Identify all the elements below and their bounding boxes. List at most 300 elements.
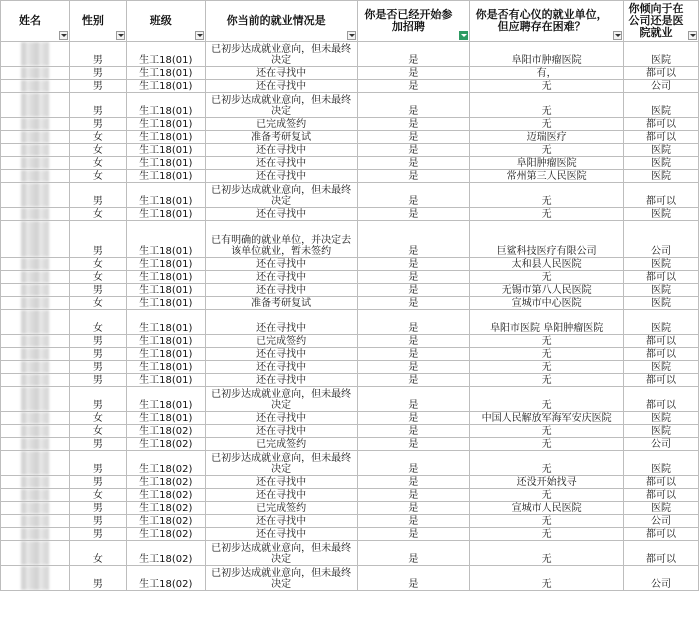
table-row [1,131,699,144]
cell-class[interactable]: 生工18(02) [126,541,205,566]
cell-preference[interactable]: 都可以 [624,67,699,80]
cell-target[interactable]: 宣城市人民医院 [470,502,624,515]
redacted-name-blur [21,374,49,386]
cell-name-redacted[interactable] [1,258,70,271]
cell-target[interactable]: 巨鲨科技医疗有限公司 [470,221,624,258]
cell-name-redacted[interactable] [1,425,70,438]
cell-name-redacted[interactable] [1,67,70,80]
cell-class[interactable]: 生工18(01) [126,335,205,348]
cell-status[interactable]: 还在寻找中 [205,489,357,502]
cell-target[interactable]: 无 [470,541,624,566]
cell-gender[interactable]: 男 [69,451,126,476]
cell-class[interactable]: 生工18(02) [126,476,205,489]
cell-status[interactable]: 还在寻找中 [205,374,357,387]
table-row [1,170,699,183]
cell-recruiting[interactable]: 是 [357,297,470,310]
cell-gender[interactable]: 男 [69,476,126,489]
cell-gender[interactable]: 男 [69,348,126,361]
cell-target[interactable]: 无 [470,387,624,412]
table-row [1,502,699,515]
cell-gender[interactable]: 男 [69,183,126,208]
cell-class[interactable]: 生工18(01) [126,93,205,118]
cell-status[interactable]: 还在寻找中 [205,144,357,157]
cell-class[interactable]: 生工18(02) [126,528,205,541]
cell-status[interactable]: 已完成签约 [205,438,357,451]
cell-class[interactable]: 生工18(01) [126,284,205,297]
cell-status[interactable]: 还在寻找中 [205,310,357,335]
redacted-name-blur [21,118,49,130]
cell-target[interactable]: 无锡市第八人民医院 [470,284,624,297]
cell-preference[interactable]: 医院 [624,208,699,221]
cell-recruiting[interactable]: 是 [357,67,470,80]
redacted-name-blur [21,67,49,79]
cell-name-redacted[interactable] [1,541,70,566]
table-row [1,183,699,208]
cell-target[interactable]: 阜阳肿瘤医院 [470,157,624,170]
cell-class[interactable]: 生工18(01) [126,118,205,131]
cell-class[interactable]: 生工18(01) [126,361,205,374]
cell-status[interactable]: 还在寻找中 [205,157,357,170]
cell-status[interactable]: 还在寻找中 [205,258,357,271]
cell-status[interactable]: 还在寻找中 [205,476,357,489]
cell-status[interactable]: 已初步达成就业意向，但未最终决定 [205,183,357,208]
header-preference: 你倾向于在公司还是医院就业 [624,1,699,42]
table-row [1,335,699,348]
cell-class[interactable]: 生工18(02) [126,489,205,502]
cell-preference[interactable]: 公司 [624,515,699,528]
cell-status[interactable]: 已完成签约 [205,502,357,515]
cell-preference[interactable]: 医院 [624,157,699,170]
cell-status[interactable]: 还在寻找中 [205,271,357,284]
cell-name-redacted[interactable] [1,489,70,502]
cell-status[interactable]: 还在寻找中 [205,80,357,93]
redacted-name-blur [21,348,49,360]
cell-preference[interactable]: 都可以 [624,348,699,361]
redacted-name-blur [21,387,49,411]
cell-preference[interactable]: 医院 [624,297,699,310]
redacted-name-blur [21,183,49,207]
cell-name-redacted[interactable] [1,271,70,284]
cell-gender[interactable]: 女 [69,131,126,144]
cell-target[interactable]: 无 [470,93,624,118]
redacted-name-blur [21,93,49,117]
cell-target[interactable]: 阜阳市肿瘤医院 [470,42,624,67]
cell-status[interactable]: 准备考研复试 [205,131,357,144]
cell-target[interactable]: 无 [470,335,624,348]
cell-class[interactable]: 生工18(01) [126,157,205,170]
filter-dropdown-icon[interactable] [347,31,356,40]
cell-name-redacted[interactable] [1,297,70,310]
cell-class[interactable]: 生工18(02) [126,515,205,528]
header-recruiting: 你是否已经开始参加招聘 [357,1,470,42]
cell-class[interactable]: 生工18(01) [126,170,205,183]
cell-status[interactable]: 还在寻找中 [205,208,357,221]
cell-status[interactable]: 还在寻找中 [205,170,357,183]
cell-target[interactable]: 无 [470,361,624,374]
cell-preference[interactable]: 都可以 [624,541,699,566]
cell-status[interactable]: 还在寻找中 [205,361,357,374]
cell-recruiting[interactable]: 是 [357,208,470,221]
cell-name-redacted[interactable] [1,348,70,361]
cell-recruiting[interactable]: 是 [357,170,470,183]
cell-name-redacted[interactable] [1,335,70,348]
redacted-name-blur [21,489,49,501]
cell-class[interactable]: 生工18(02) [126,425,205,438]
cell-status[interactable]: 已初步达成就业意向，但未最终决定 [205,387,357,412]
cell-recruiting[interactable]: 是 [357,361,470,374]
table-row [1,118,699,131]
cell-recruiting[interactable]: 是 [357,131,470,144]
redacted-name-blur [21,566,49,590]
cell-status[interactable]: 已初步达成就业意向，但未最终决定 [205,42,357,67]
cell-status[interactable]: 还在寻找中 [205,412,357,425]
cell-name-redacted[interactable] [1,221,70,258]
cell-recruiting[interactable]: 是 [357,80,470,93]
cell-target[interactable]: 无 [470,183,624,208]
redacted-name-blur [21,208,49,220]
cell-recruiting[interactable]: 是 [357,541,470,566]
cell-class[interactable]: 生工18(01) [126,297,205,310]
cell-preference[interactable]: 医院 [624,361,699,374]
cell-preference[interactable]: 都可以 [624,118,699,131]
cell-recruiting[interactable]: 是 [357,183,470,208]
redacted-name-blur [21,438,49,450]
cell-status[interactable]: 准备考研复试 [205,297,357,310]
cell-class[interactable]: 生工18(01) [126,348,205,361]
header-name: 姓名 [1,1,70,42]
cell-recruiting[interactable]: 是 [357,348,470,361]
cell-status[interactable]: 还在寻找中 [205,515,357,528]
table-row [1,67,699,80]
cell-status[interactable]: 已有明确的就业单位，并决定去该单位就业，暂未签约 [205,221,357,258]
cell-status[interactable]: 还在寻找中 [205,425,357,438]
cell-preference[interactable]: 都可以 [624,489,699,502]
cell-recruiting[interactable]: 是 [357,528,470,541]
table-row [1,221,699,258]
filter-active-icon[interactable] [459,31,468,40]
cell-target[interactable]: 宣城市中心医院 [470,297,624,310]
cell-name-redacted[interactable] [1,157,70,170]
cell-name-redacted[interactable] [1,284,70,297]
cell-name-redacted[interactable] [1,515,70,528]
cell-preference[interactable]: 公司 [624,438,699,451]
cell-preference[interactable]: 公司 [624,566,699,591]
cell-preference[interactable]: 医院 [624,425,699,438]
cell-preference[interactable]: 医院 [624,284,699,297]
cell-gender[interactable]: 男 [69,502,126,515]
cell-name-redacted[interactable] [1,208,70,221]
cell-class[interactable]: 生工18(01) [126,374,205,387]
cell-name-redacted[interactable] [1,183,70,208]
cell-recruiting[interactable]: 是 [357,476,470,489]
cell-status[interactable]: 已初步达成就业意向，但未最终决定 [205,451,357,476]
cell-target[interactable]: 无 [470,451,624,476]
cell-gender[interactable]: 男 [69,118,126,131]
cell-target[interactable]: 无 [470,528,624,541]
cell-class[interactable]: 生工18(01) [126,208,205,221]
cell-name-redacted[interactable] [1,438,70,451]
redacted-name-blur [21,476,49,488]
filter-dropdown-icon[interactable] [613,31,622,40]
cell-gender[interactable]: 男 [69,67,126,80]
cell-class[interactable]: 生工18(02) [126,502,205,515]
cell-recruiting[interactable]: 是 [357,387,470,412]
cell-gender[interactable]: 男 [69,387,126,412]
cell-recruiting[interactable]: 是 [357,412,470,425]
cell-gender[interactable]: 男 [69,335,126,348]
cell-gender[interactable]: 男 [69,80,126,93]
cell-name-redacted[interactable] [1,131,70,144]
cell-recruiting[interactable]: 是 [357,566,470,591]
cell-gender[interactable]: 男 [69,374,126,387]
cell-target[interactable]: 无 [470,566,624,591]
cell-recruiting[interactable]: 是 [357,335,470,348]
cell-class[interactable]: 生工18(01) [126,183,205,208]
redacted-name-blur [21,541,49,565]
cell-status[interactable]: 已初步达成就业意向，但未最终决定 [205,541,357,566]
table-row [1,412,699,425]
table-row [1,310,699,335]
cell-name-redacted[interactable] [1,310,70,335]
cell-name-redacted[interactable] [1,412,70,425]
cell-target[interactable]: 还没开始找寻 [470,476,624,489]
cell-name-redacted[interactable] [1,118,70,131]
table-row [1,361,699,374]
cell-class[interactable]: 生工18(02) [126,438,205,451]
cell-target[interactable]: 无 [470,208,624,221]
cell-recruiting[interactable]: 是 [357,374,470,387]
cell-preference[interactable]: 都可以 [624,183,699,208]
cell-name-redacted[interactable] [1,476,70,489]
cell-class[interactable]: 生工18(02) [126,451,205,476]
cell-gender[interactable]: 女 [69,310,126,335]
cell-gender[interactable]: 男 [69,361,126,374]
cell-recruiting[interactable]: 是 [357,258,470,271]
cell-class[interactable]: 生工18(01) [126,144,205,157]
cell-recruiting[interactable]: 是 [357,451,470,476]
cell-class[interactable]: 生工18(01) [126,310,205,335]
cell-status[interactable]: 已完成签约 [205,335,357,348]
cell-preference[interactable]: 医院 [624,258,699,271]
table-row [1,284,699,297]
cell-gender[interactable]: 男 [69,438,126,451]
table-row [1,93,699,118]
cell-target[interactable]: 阜阳市医院 阜阳肿瘤医院 [470,310,624,335]
cell-gender[interactable]: 女 [69,541,126,566]
cell-status[interactable]: 还在寻找中 [205,348,357,361]
cell-gender[interactable]: 女 [69,271,126,284]
cell-status[interactable]: 已初步达成就业意向，但未最终决定 [205,566,357,591]
table-row [1,374,699,387]
cell-preference[interactable]: 医院 [624,502,699,515]
cell-name-redacted[interactable] [1,93,70,118]
table-row [1,489,699,502]
cell-status[interactable]: 还在寻找中 [205,284,357,297]
cell-preference[interactable]: 医院 [624,412,699,425]
cell-gender[interactable]: 女 [69,489,126,502]
cell-preference[interactable]: 公司 [624,221,699,258]
cell-gender[interactable]: 女 [69,412,126,425]
cell-recruiting[interactable]: 是 [357,310,470,335]
cell-class[interactable]: 生工18(01) [126,258,205,271]
table-row [1,541,699,566]
redacted-name-blur [21,412,49,424]
filter-dropdown-icon[interactable] [688,31,697,40]
cell-recruiting[interactable]: 是 [357,157,470,170]
cell-class[interactable]: 生工18(01) [126,42,205,67]
cell-preference[interactable]: 都可以 [624,335,699,348]
cell-name-redacted[interactable] [1,528,70,541]
cell-gender[interactable]: 男 [69,284,126,297]
cell-name-redacted[interactable] [1,387,70,412]
filter-dropdown-icon[interactable] [195,31,204,40]
table-row [1,451,699,476]
cell-name-redacted[interactable] [1,502,70,515]
cell-preference[interactable]: 医院 [624,451,699,476]
cell-target[interactable]: 中国人民解放军海军安庆医院 [470,412,624,425]
cell-class[interactable]: 生工18(01) [126,221,205,258]
cell-preference[interactable]: 医院 [624,170,699,183]
cell-target[interactable]: 无 [470,80,624,93]
cell-target[interactable]: 无 [470,118,624,131]
cell-class[interactable]: 生工18(01) [126,387,205,412]
cell-recruiting[interactable]: 是 [357,42,470,67]
redacted-name-blur [21,451,49,475]
cell-target[interactable]: 常州第三人民医院 [470,170,624,183]
cell-target[interactable]: 无 [470,489,624,502]
cell-name-redacted[interactable] [1,170,70,183]
table-row [1,566,699,591]
cell-preference[interactable]: 医院 [624,42,699,67]
cell-preference[interactable]: 公司 [624,80,699,93]
table-row [1,258,699,271]
cell-class[interactable]: 生工18(02) [126,566,205,591]
cell-target[interactable]: 无 [470,438,624,451]
cell-preference[interactable]: 医院 [624,93,699,118]
cell-target[interactable]: 无 [470,271,624,284]
cell-status[interactable]: 还在寻找中 [205,67,357,80]
cell-target[interactable]: 无 [470,374,624,387]
header-class: 班级 [126,1,205,42]
cell-recruiting[interactable]: 是 [357,489,470,502]
table-row [1,438,699,451]
cell-name-redacted[interactable] [1,80,70,93]
cell-gender[interactable]: 男 [69,42,126,67]
redacted-name-blur [21,170,49,182]
cell-gender[interactable]: 女 [69,297,126,310]
redacted-name-blur [21,335,49,347]
cell-gender[interactable]: 女 [69,170,126,183]
cell-status[interactable]: 已初步达成就业意向，但未最终决定 [205,93,357,118]
header-row [1,1,699,42]
cell-class[interactable]: 生工18(01) [126,131,205,144]
cell-target[interactable]: 有， [470,67,624,80]
header-gender: 性别 [69,1,126,42]
table-row [1,42,699,67]
cell-class[interactable]: 生工18(01) [126,271,205,284]
filter-dropdown-icon[interactable] [116,31,125,40]
cell-name-redacted[interactable] [1,451,70,476]
cell-target[interactable]: 太和县人民医院 [470,258,624,271]
cell-gender[interactable]: 女 [69,425,126,438]
cell-name-redacted[interactable] [1,566,70,591]
redacted-name-blur [21,271,49,283]
cell-target[interactable]: 无 [470,515,624,528]
cell-gender[interactable]: 男 [69,528,126,541]
table-row [1,528,699,541]
cell-gender[interactable]: 女 [69,208,126,221]
cell-class[interactable]: 生工18(01) [126,412,205,425]
table-row [1,387,699,412]
redacted-name-blur [21,425,49,437]
cell-recruiting[interactable]: 是 [357,144,470,157]
cell-class[interactable]: 生工18(01) [126,80,205,93]
cell-gender[interactable]: 男 [69,566,126,591]
cell-recruiting[interactable]: 是 [357,515,470,528]
cell-gender[interactable]: 男 [69,93,126,118]
redacted-name-blur [21,157,49,169]
redacted-name-blur [21,297,49,309]
cell-preference[interactable]: 医院 [624,310,699,335]
filter-dropdown-icon[interactable] [59,31,68,40]
cell-name-redacted[interactable] [1,374,70,387]
table-row [1,515,699,528]
cell-gender[interactable]: 女 [69,144,126,157]
cell-name-redacted[interactable] [1,42,70,67]
table-row [1,476,699,489]
redacted-name-blur [21,361,49,373]
cell-preference[interactable]: 都可以 [624,374,699,387]
cell-target[interactable]: 无 [470,144,624,157]
redacted-name-blur [21,515,49,527]
redacted-name-blur [21,258,49,270]
redacted-name-blur [21,502,49,514]
cell-gender[interactable]: 女 [69,258,126,271]
cell-status[interactable]: 已完成签约 [205,118,357,131]
redacted-name-blur [21,284,49,296]
cell-recruiting[interactable]: 是 [357,502,470,515]
table-row [1,80,699,93]
cell-name-redacted[interactable] [1,361,70,374]
cell-recruiting[interactable]: 是 [357,438,470,451]
cell-recruiting[interactable]: 是 [357,221,470,258]
cell-target[interactable]: 无 [470,348,624,361]
cell-recruiting[interactable]: 是 [357,425,470,438]
cell-class[interactable]: 生工18(01) [126,67,205,80]
redacted-name-blur [21,131,49,143]
cell-name-redacted[interactable] [1,144,70,157]
cell-gender[interactable]: 女 [69,157,126,170]
redacted-name-blur [21,310,49,334]
cell-status[interactable]: 还在寻找中 [205,528,357,541]
header-status: 你当前的就业情况是 [205,1,357,42]
cell-preference[interactable]: 都可以 [624,528,699,541]
cell-preference[interactable]: 都可以 [624,387,699,412]
cell-preference[interactable]: 都可以 [624,271,699,284]
cell-gender[interactable]: 男 [69,221,126,258]
cell-recruiting[interactable]: 是 [357,271,470,284]
cell-preference[interactable]: 都可以 [624,476,699,489]
cell-target[interactable]: 无 [470,425,624,438]
redacted-name-blur [21,144,49,156]
cell-preference[interactable]: 都可以 [624,131,699,144]
cell-recruiting[interactable]: 是 [357,284,470,297]
cell-preference[interactable]: 医院 [624,144,699,157]
cell-recruiting[interactable]: 是 [357,93,470,118]
cell-target[interactable]: 迈瑞医疗 [470,131,624,144]
cell-gender[interactable]: 男 [69,515,126,528]
cell-recruiting[interactable]: 是 [357,118,470,131]
